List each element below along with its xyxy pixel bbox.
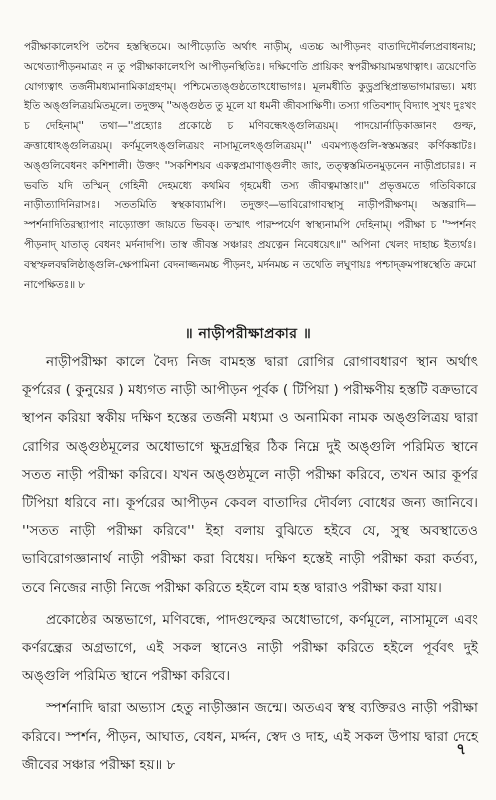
sanskrit-commentary — [24, 38, 476, 295]
page-number: ৭ — [456, 740, 466, 758]
commentary-paragraph: পরীক্ষাকালেঽপি তদৈব হস্তস্থিতমে। আপীড়্যেতি অর্থাৎ নাড়ীম্, এতচ্চ আপীড়নং বাতাদিদৌর্বল্যপ্রবাধনায়; অথেত্যাপীড়নমাত্রং ন তু পরীক্ষাকালেঽপি আপীড়নস্থিতিঃ। দক্ষিণেতি প্রায়িকং স্বপরীক্ষায়ামন্তথাত্বাৎ। ত্রয়েণেতি যোগ্যত্বাৎ তর্জনীমধ্যমানামিকাগ্রহণম্। পশ্চিমেত্যঙ্গুষ্ঠতোঽধোভাগঃ। মূলমধীতি কুড়্রপ্রস্থিপ্রান্তভাগমারভ্য। মধ্য ইতি অঙ্গুলিত্রয়মিতমূলে। তদুক্তম্ ''অঙ্গুষ্ঠত তু মূলে যা ধমনী জীবসাক্ষিণী। তস্যা গতিবশাদ্ বিদ্যাৎ সুখং দুঃখং চ দেহিনাম্'' তথা—''প্রহ্যোঃ প্রকোষ্ঠে চ মণিবন্ধেঽঙ্গুলিত্রয়ম্। পাদয়োর্নাড়িকাজ্ঞানং গুল্ফ, ক্রত্তাধোঽঙ্গুলিত্রয়ম্। কর্ণমূলেঽঙ্গুলিত্রয়ং নাসামূলেঽঙ্গুলিত্রয়ম্।'' এবমপ্যঙ্গুলি-স্বস্তমস্তরং কর্ণিকঙ্কাটঃ। অঙ্গুলিবেধনং কশিশালী। উক্তং ''সকশিশয়ব একত্বপ্রমাণাঙ্গুলীং জাং, তত্ত্বস্তমিতনমুড়নেন নাড়ীপ্রচারঃ। ন ভবতি যদি তস্মিন্ গেহিনী দেহমধ্যে কথমিব গৃহমেধী তস্য জীবত্বমাস্তাং॥'' প্রভৃত্তমতে গতিবিকারে নাড়ীত্যাদিনিরাসঃ। সততমিতি স্বস্থকাব্যামপি। তদুক্তং—ভাবিরোগাবস্থাসু নাড়ীপরীক্ষণম্। অস্তরাদি—স্পর্শনাদিতিরস্থ্যাপাং নাড়্যোক্তা জায়তে ভিবক্। তস্মাৎ পারম্পর্যেণ স্বাস্থ্যনামপি দেহিনাম্। পরীক্ষা চ ''স্পর্শনং পীড়নাদ্ যাতাত্ বেধনং মর্দনাদপি। তাস্ব জীবস্ত সঞ্চারং প্রযত্নেন নিবেধয়েৎ॥'' অপিনা খেলং দাহাচ্চ ইত্যর্থঃ। বস্থস্ফলবদ্বলিষ্ঠাঙ্গুলি-ক্ষেপামিনা বেদনাজ্জনমচ্চ পীড়নং, মর্দনমচ্চ ন তথেতি লঘুণায়ঃ পশ্চাদ্ক্রমপাষ্বস্থেতি ক্রমো নাপেক্ষিতঃ॥ ৮ — [24, 41, 476, 291]
body-paragraph: নাড়ীপরীক্ষা কালে বৈদ্য নিজ বামহস্ত দ্বারা রোগির রোগাবধারণ স্থান অর্থাৎ কূর্পরের ( কুনুয়ের ) মধ্যগত নাড়ী আপীড়ন পূর্বক ( টিপিয়া ) পরীক্ষণীয় হস্তটি বক্রভাবে স্থাপন করিয়া স্বকীয় দক্ষিণ হস্তের তর্জনী মধ্যমা ও অনামিকা নামক অঙ্গুলিত্রয় দ্বারা রোগির অঙ্গুষ্ঠমূলের অধোভাগে ক্ষুদ্রগ্রন্থির ঠিক নিম্নে দুই অঙ্গুলি পরিমিত স্থানে সতত নাড়ী পরীক্ষা করিবে। যখন অঙ্গুষ্ঠমূলে নাড়ী পরীক্ষা করিবে, তখন আর কূর্পর টিপিয়া ধরিবে না। কূর্পরের আপীড়ন কেবল বাতাদির দৌর্বল্য বোধের জন্য জানিবে। ''সতত নাড়ী পরীক্ষা করিবে'' ইহা বলায় বুঝিতে হইবে যে, সুস্থ অবস্থাতেও ভাবিরোগজ্ঞানার্থ নাড়ী পরীক্ষা করা বিধেয়। দক্ষিণ হস্তেই নাড়ী পরীক্ষা করা কর্তব্য, তবে নিজের নাড়ী নিজে পরীক্ষা করিতে হইলে বাম হস্ত দ্বারাও পরীক্ষা করা যায়। — [22, 354, 478, 596]
section-heading: ॥ নাড়ীপরীক্ষাপ্রকার ॥ — [184, 326, 312, 342]
body-paragraph: স্পর্শনাদি দ্বারা অভ্যাস হেতু নাড়ীজ্ঞান জন্মে। অতএব স্বস্থ ব্যক্তিরও নাড়ী পরীক্ষা করিবে। স্পর্শন, পীড়ন, আঘাত, বেধন, মর্দ্দন, স্বেদ ও দাহ, এই সকল উপায় দ্বারা দেহে জীবের সঞ্চার পরীক্ষা হয়॥ ৮ — [22, 700, 478, 773]
body-paragraph: প্রকোষ্ঠের অন্তভাগে, মণিবন্ধে, পাদগুল্ফের অধোভাগে, কর্ণমূলে, নাসামূলে এবং কর্ণরন্ধ্রের অগ্রভাগে, এই সকল স্থানেও নাড়ী পরীক্ষা করিতে হইলে পূর্ববৎ দুই অঙ্গুলি পরিমিত স্থানে পরীক্ষা করিবে। — [22, 611, 478, 685]
bengali-body-text — [22, 348, 478, 779]
